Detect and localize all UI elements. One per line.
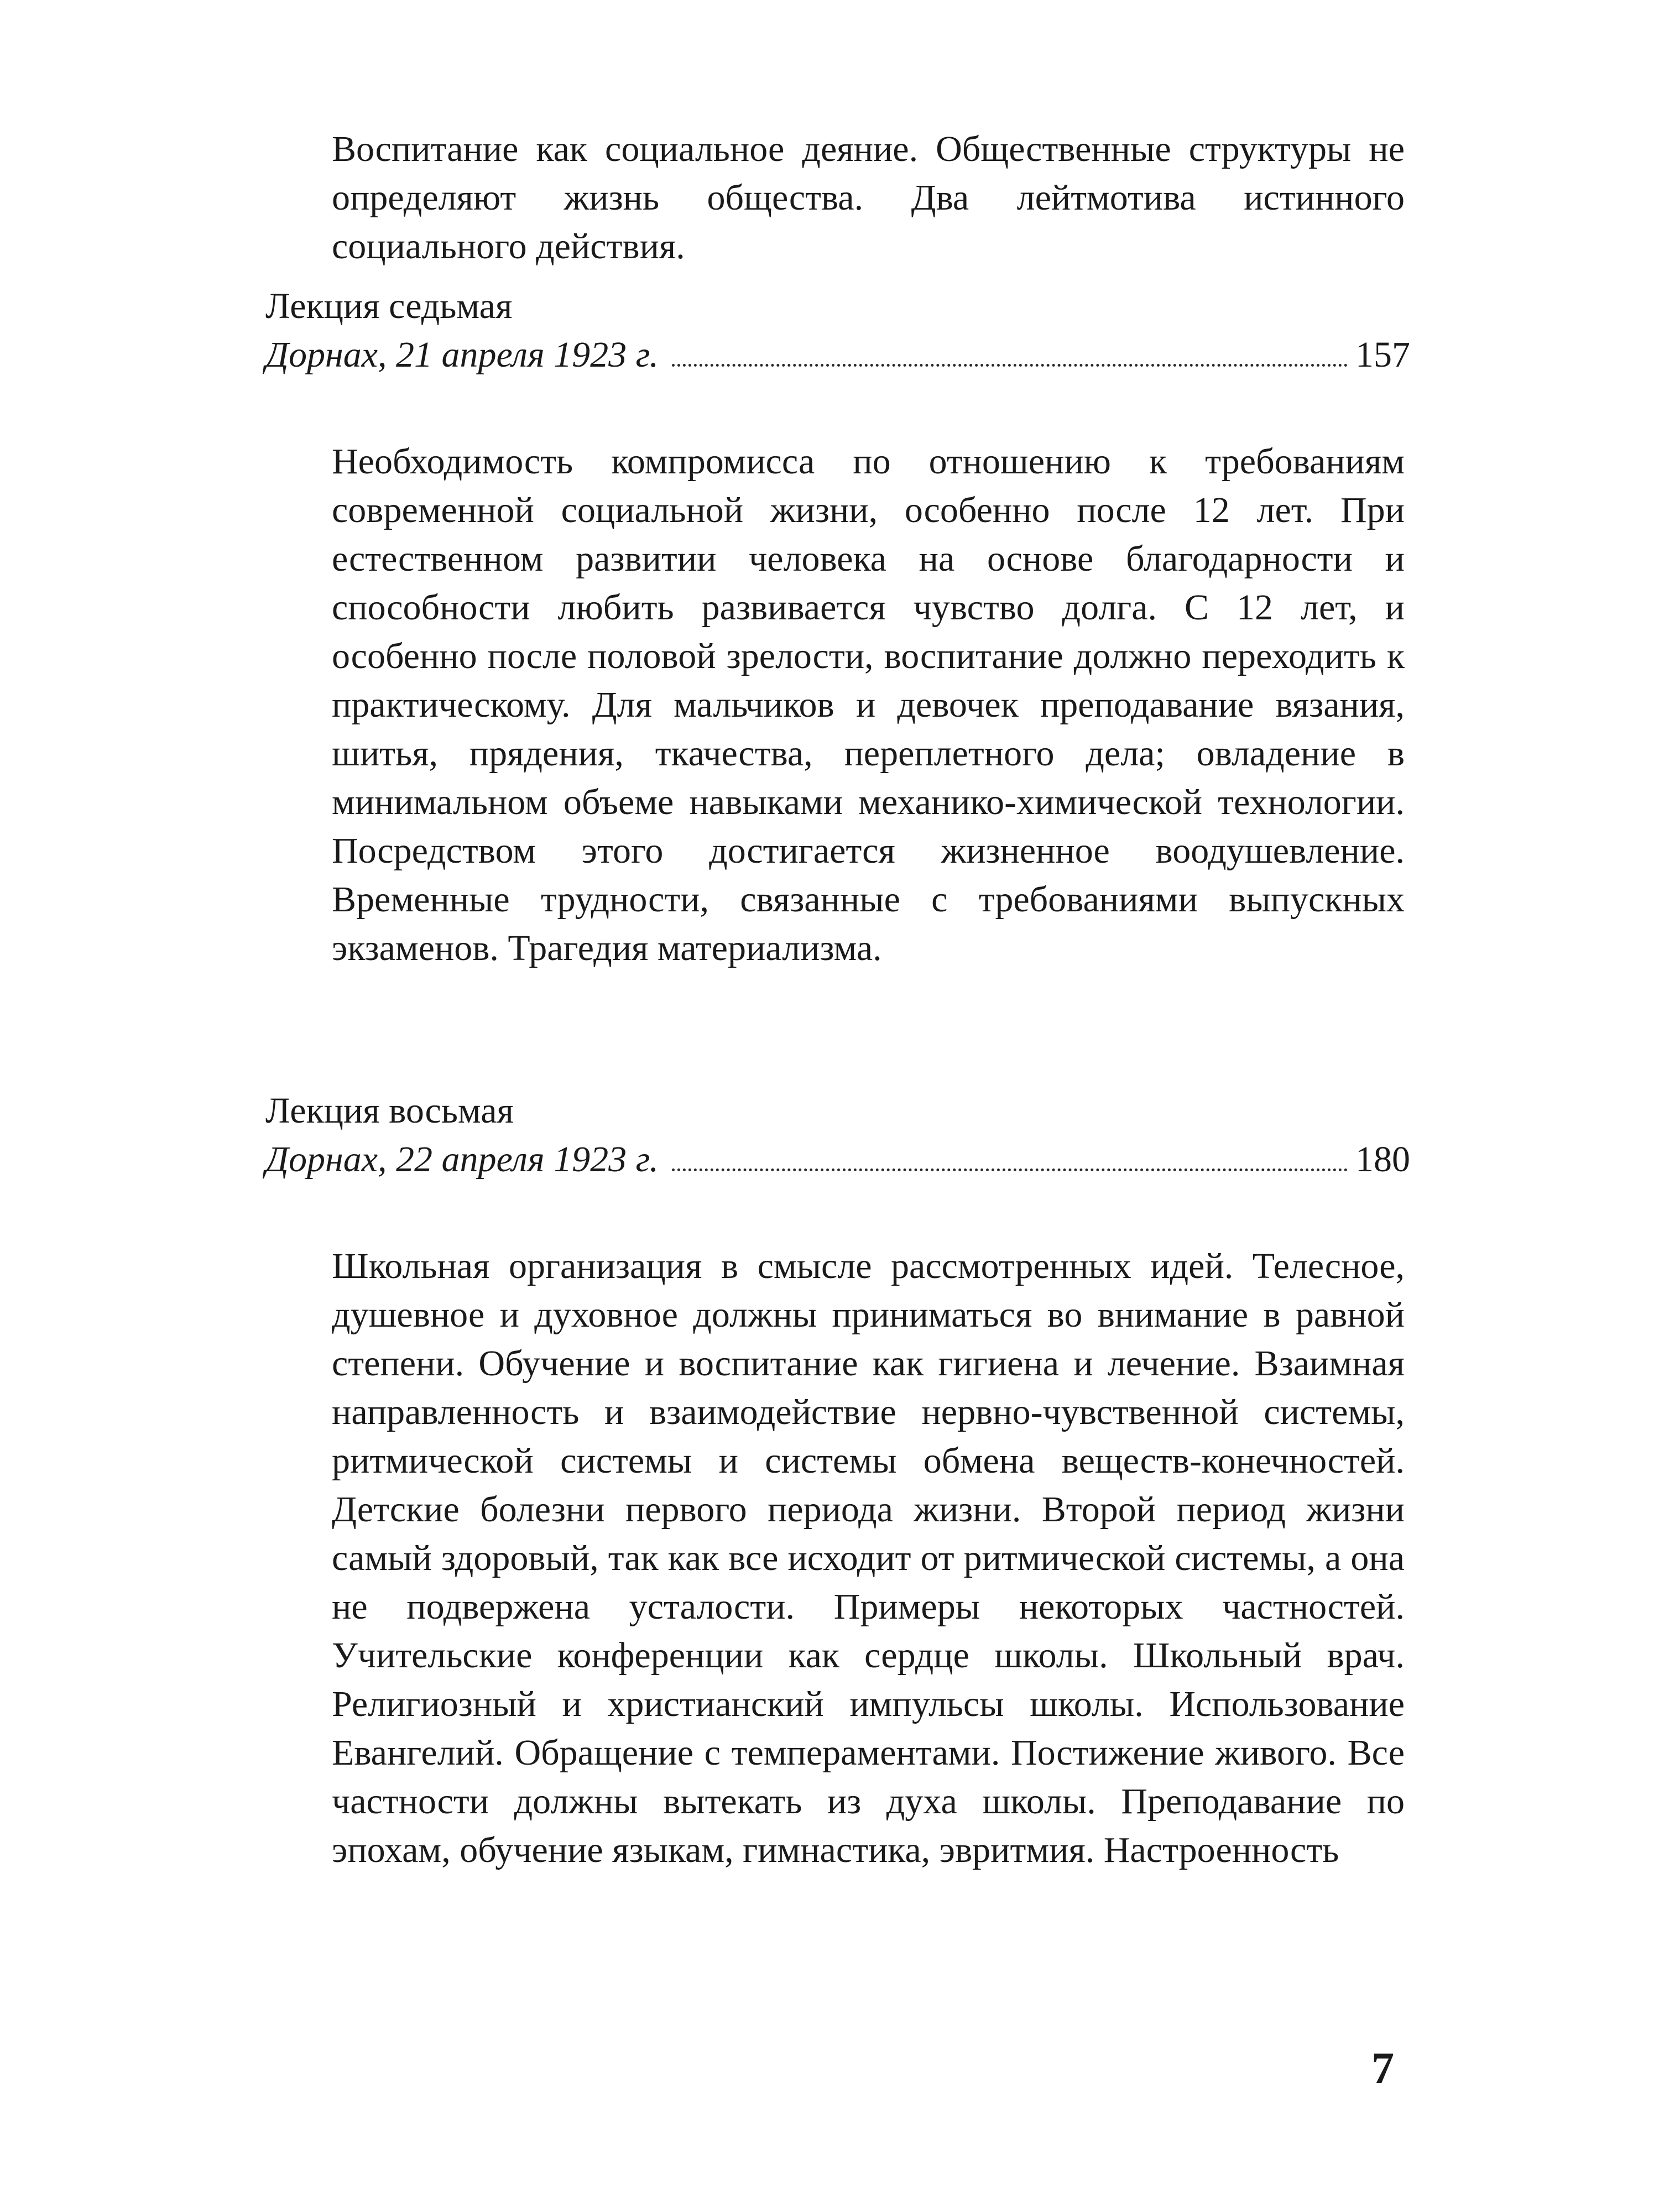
lecture-7-place-date: Дорнах, 21 апреля 1923 г. — [265, 335, 659, 375]
page-number: 7 — [1371, 2043, 1394, 2093]
intro-summary: Воспитание как социальное деяние. Общественные структуры не определяют жизнь общества. Два лейтмотива истинного социального действия. — [332, 129, 1405, 267]
lecture-7-summary: Необходимость компромисса по отношению к требованиям современной социальной жизни, особенно после 12 лет. При естественном развитии человека на основе благодарности и способности любить развивается чувство долга. С 12 лет, и особенно после половой зрелости, воспитание должно переходить к практическому. Для мальчиков и девочек преподавание вязания, шитья, прядения, ткачества, переплетного дела; овладение в минимальном объеме навыками механико-химической технологии. Посредством этого достигается жизненное воодушевление. Временные трудности, связанные с требованиями выпускных экзаменов. Трагедия материализма. — [332, 441, 1405, 968]
lecture-7-page-ref: 157 — [1355, 335, 1410, 375]
dot-leader — [672, 1168, 1348, 1171]
lecture-7-title: Лекция седьмая — [265, 286, 513, 326]
lecture-8-summary: Школьная организация в смысле рассмотренных идей. Телесное, душевное и духовное должны приниматься во внимание в равной степени. Обучение и воспитание как гигиена и лечение. Взаимная направленность и взаимодействие нервно-чувственной системы, ритмической системы и системы обмена веществ-конечностей. Детские болезни первого периода жизни. Второй период жизни самый здоровый, так как все исходит от ритмической системы, а она не подвержена усталости. Примеры некоторых частностей. Учительские конференции как сердце школы. Школьный врач. Религиозный и христианский импульсы школы. Использование Евангелий. Обращение с темпераментами. Постижение живого. Все частности должны вытекать из духа школы. Преподавание по эпохам, обучение языкам, гимнастика, эвритмия. Настроенность — [332, 1246, 1405, 1870]
lecture-7-toc-entry — [265, 331, 1410, 379]
lecture-8-title: Лекция восьмая — [265, 1091, 514, 1131]
dot-leader — [672, 364, 1348, 367]
lecture-8-toc-entry — [265, 1135, 1410, 1184]
lecture-8-page-ref: 180 — [1355, 1139, 1410, 1180]
lecture-8-place-date: Дорнах, 22 апреля 1923 г. — [265, 1139, 659, 1180]
